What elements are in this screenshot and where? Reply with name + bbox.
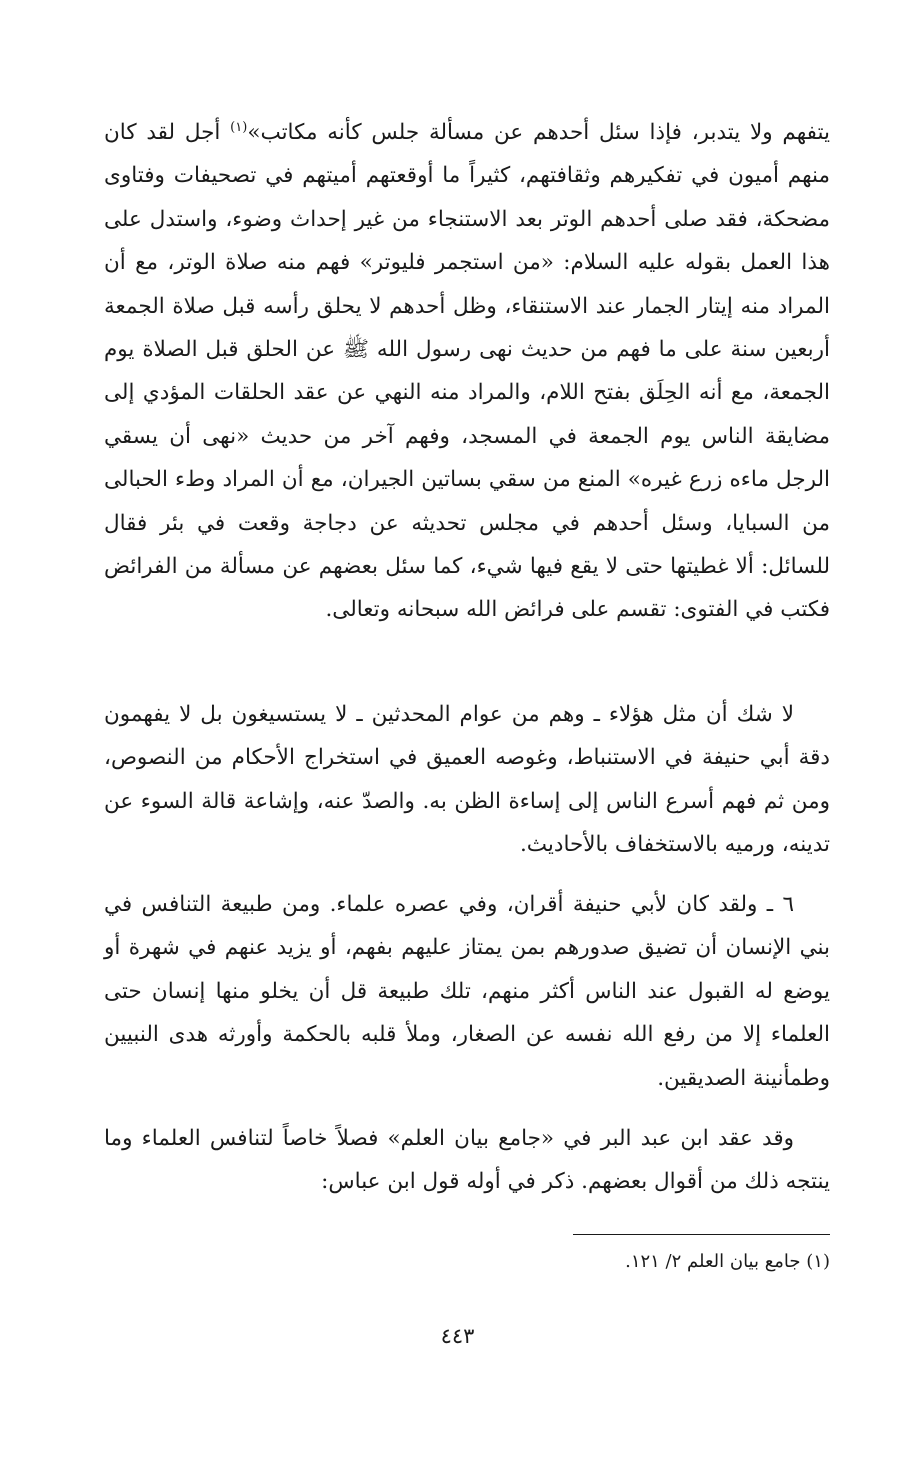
- body-paragraph-3: ٦ ـ ولقد كان لأبي حنيفة أقران، وفي عصره علماء. ومن طبيعة التنافس في بني الإنسان أن تضيق صدورهم بمن يمتاز عليهم بفهم، أو يزيد عنهم في شهرة أو يوضع له القبول عند الناس أكثر منهم، تلك طبيعة قل أن يخلو منها إنسان حتى العلماء إلا من رفع الله نفسه عن الصغار، وملأ قلبه بالحكمة وأورثه هدى النبيين وطمأنينة الصديقين.: [104, 892, 830, 1091]
- paragraph-1-part-a: يتفهم ولا يتدبر، فإذا سئل أحدهم عن مسألة جلس كأنه مكاتب»: [247, 120, 831, 145]
- page-number: ٤٤٣: [440, 1324, 475, 1348]
- paragraph-1-part-b: أجل لقد كان منهم أميون في تفكيرهم وثقافتهم، كثيراً ما أوقعتهم أميتهم في تصحيفات وفتاوى مضحكة، فقد صلى أحدهم الوتر بعد الاستنجاء من غير إحداث وضوء، واستدل على هذا العمل بقوله عليه السلام: «من استجمر فليوتر» فهم منه صلاة الوتر، مع أن المراد منه إيتار الجمار عند الاستنقاء، وظل أحدهم لا يحلق رأسه قبل صلاة الجمعة أربعين سنة على ما فهم من حديث نهى رسول الله ﷺ عن الحلق قبل الصلاة يوم الجمعة، مع أنه الحِلَق بفتح اللام، والمراد منه النهي عن عقد الحلقات المؤدي إلى مضايقة الناس يوم الجمعة في المسجد، وفهم آخر من حديث «نهى أن يسقي الرجل ماءه زرع غيره» المنع من سقي بساتين الجيران، مع أن المراد وطء الحبالى من السبايا، وسئل أحدهم في مجلس تحديثه عن دجاجة وقعت في بئر فقال للسائل: ألا غطيتها حتى لا يقع فيها شيء، كما سئل بعضهم عن مسألة من الفرائض فكتب في الفتوى: تقسم على فرائض الله سبحانه وتعالى.: [104, 120, 830, 623]
- footnote-reference-1: (١): [230, 119, 248, 135]
- footnote-separator: [573, 1234, 830, 1235]
- body-paragraph-1: [104, 111, 830, 632]
- body-paragraph-4: وقد عقد ابن عبد البر في «جامع بيان العلم» فصلاً خاصاً لتنافس العلماء وما ينتجه ذلك من أقوال بعضهم. ذكر في أوله قول ابن عباس:: [104, 1126, 830, 1195]
- footnote-1: (١) جامع بيان العلم ٢/ ١٢١.: [625, 1251, 830, 1272]
- body-paragraph-2: لا شك أن مثل هؤلاء ـ وهم من عوام المحدثين ـ لا يستسيغون بل لا يفهمون دقة أبي حنيفة في الاستنباط، وغوصه العميق في استخراج الأحكام من النصوص، ومن ثم فهم أسرع الناس إلى إساءة الظن به. والصدّ عنه، وإشاعة قالة السوء عن تدينه، ورميه بالاستخفاف بالأحاديث.: [104, 702, 830, 858]
